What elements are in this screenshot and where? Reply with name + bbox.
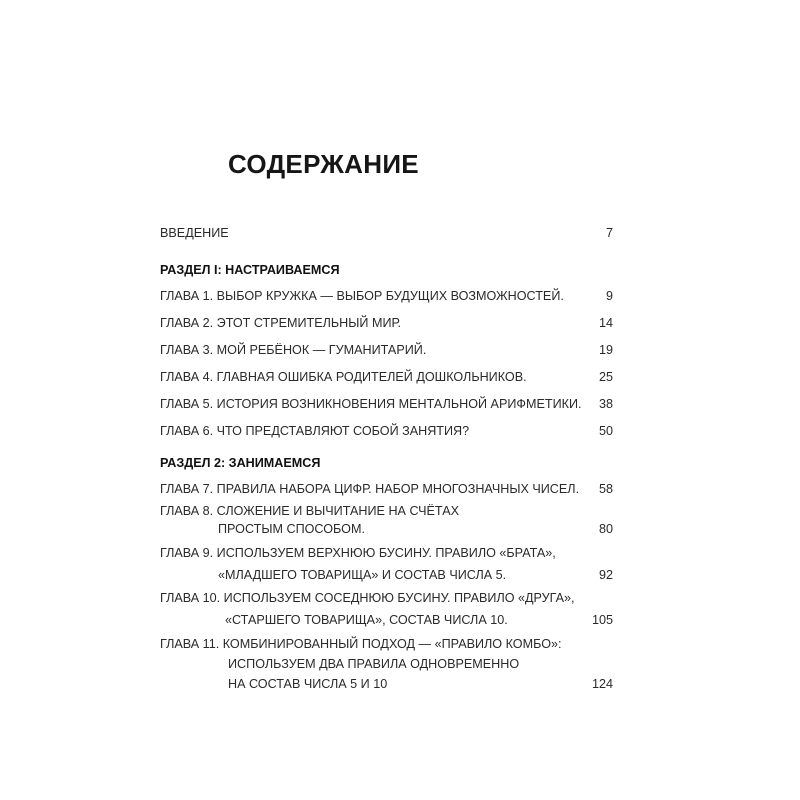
toc-chapter-11-line-3: НА СОСТАВ ЧИСЛА 5 И 10	[228, 677, 388, 691]
toc-chapter-9-line-2: «МЛАДШЕГО ТОВАРИЩА» И СОСТАВ ЧИСЛА 5.	[218, 568, 507, 582]
toc-intro-page: 7	[605, 226, 613, 240]
section-1-heading: РАЗДЕЛ I: НАСТРАИВАЕМСЯ	[160, 263, 340, 277]
section-2-heading: РАЗДЕЛ 2: ЗАНИМАЕМСЯ	[160, 456, 321, 470]
toc-chapter-5-page: 38	[598, 397, 613, 411]
toc-chapter-2: ГЛАВА 2. ЭТОТ СТРЕМИТЕЛЬНЫЙ МИР.	[160, 316, 402, 330]
toc-chapter-11-line-2: ИСПОЛЬЗУЕМ ДВА ПРАВИЛА ОДНОВРЕМЕННО	[228, 657, 520, 671]
toc-chapter-11-page: 124	[591, 677, 613, 691]
toc-chapter-8-line-2: ПРОСТЫМ СПОСОБОМ.	[218, 522, 365, 536]
toc-chapter-4-page: 25	[598, 370, 613, 384]
toc-chapter-8-line-1: ГЛАВА 8. СЛОЖЕНИЕ И ВЫЧИТАНИЕ НА СЧЁТАХ	[160, 504, 460, 518]
toc-chapter-4: ГЛАВА 4. ГЛАВНАЯ ОШИБКА РОДИТЕЛЕЙ ДОШКОЛЬНИКОВ.	[160, 370, 527, 384]
toc-chapter-5: ГЛАВА 5. ИСТОРИЯ ВОЗНИКНОВЕНИЯ МЕНТАЛЬНОЙ АРИФМЕТИКИ.	[160, 397, 582, 411]
toc-chapter-1-page: 9	[605, 289, 613, 303]
toc-chapter-10-line-1: ГЛАВА 10. ИСПОЛЬЗУЕМ СОСЕДНЮЮ БУСИНУ. ПРАВИЛО «ДРУГА»,	[160, 591, 575, 605]
toc-chapter-10-page: 105	[591, 613, 613, 627]
toc-chapter-7-page: 58	[598, 482, 613, 496]
toc-chapter-9-page: 92	[598, 568, 613, 582]
page-title: СОДЕРЖАНИЕ	[228, 149, 419, 179]
toc-chapter-8-page: 80	[598, 522, 613, 536]
toc-chapter-3-page: 19	[598, 343, 613, 357]
toc-intro-label: ВВЕДЕНИЕ	[160, 226, 229, 240]
toc-chapter-3: ГЛАВА 3. МОЙ РЕБЁНОК — ГУМАНИТАРИЙ.	[160, 343, 427, 357]
toc-chapter-9-line-1: ГЛАВА 9. ИСПОЛЬЗУЕМ ВЕРХНЮЮ БУСИНУ. ПРАВИЛО «БРАТА»,	[160, 546, 556, 560]
toc-chapter-2-page: 14	[598, 316, 613, 330]
toc-chapter-11-line-1: ГЛАВА 11. КОМБИНИРОВАННЫЙ ПОДХОД — «ПРАВИЛО КОМБО»:	[160, 637, 562, 651]
toc-chapter-6: ГЛАВА 6. ЧТО ПРЕДСТАВЛЯЮТ СОБОЙ ЗАНЯТИЯ?	[160, 424, 470, 438]
toc-chapter-10-line-2: «СТАРШЕГО ТОВАРИЩА», СОСТАВ ЧИСЛА 10.	[225, 613, 508, 627]
toc-chapter-6-page: 50	[598, 424, 613, 438]
toc-chapter-7: ГЛАВА 7. ПРАВИЛА НАБОРА ЦИФР. НАБОР МНОГОЗНАЧНЫХ ЧИСЕЛ.	[160, 482, 580, 496]
toc-chapter-1: ГЛАВА 1. ВЫБОР КРУЖКА — ВЫБОР БУДУЩИХ ВОЗМОЖНОСТЕЙ.	[160, 289, 564, 303]
